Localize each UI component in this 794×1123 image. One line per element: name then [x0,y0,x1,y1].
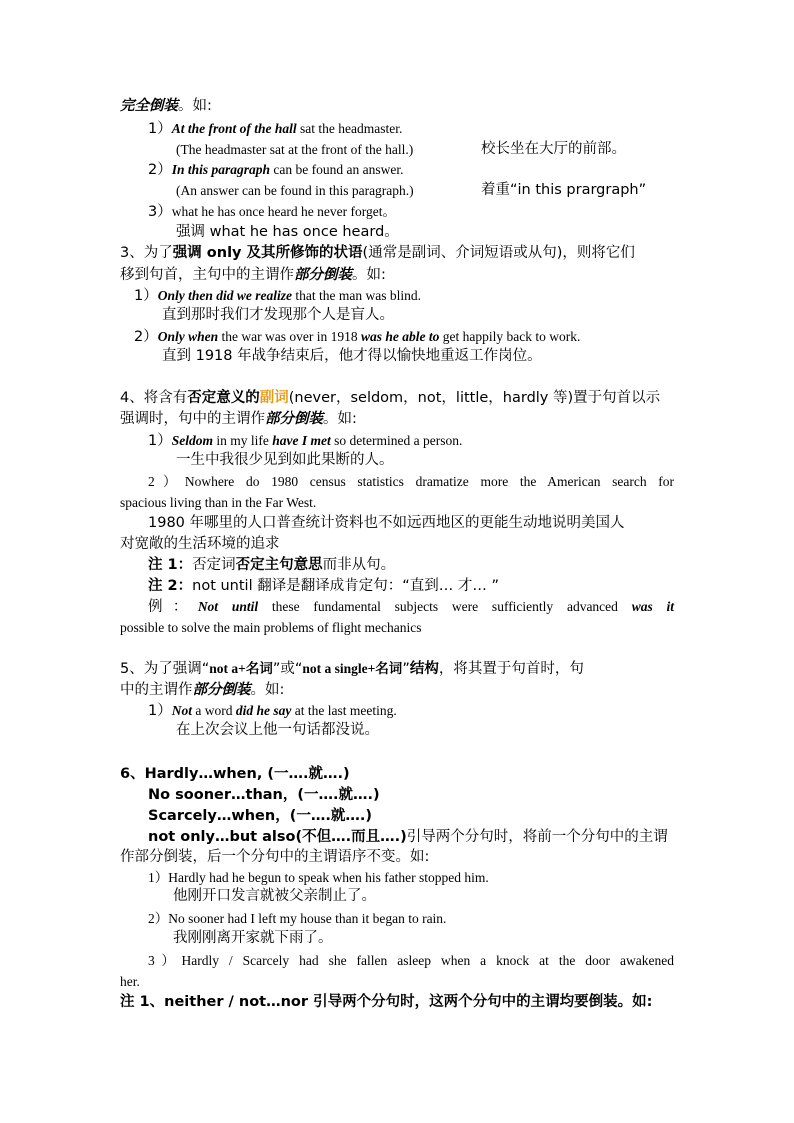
sentence-text: what he has once heard he never forget。 [171,204,397,219]
partial-inversion-term: 部分倒装 [192,682,251,698]
section-heading-full-inversion [120,97,212,115]
emphasized-phrase: At the front of the hall [171,121,297,136]
example-translation-zh: 一生中我很少见到如此果断的人。 [176,452,394,468]
sentence-rest: so determined a person. [330,433,463,448]
item-number: 1） [148,433,172,449]
emphasized-phrase: was he able to [360,329,440,344]
item-number: 1） [148,703,172,719]
emphasized-phrase: Seldom [171,433,213,448]
sentence-middle: a word [191,703,236,718]
text: 。如: [323,411,357,427]
example-sentence: 2）Nowhere do 1980 census statistics dramatize more the American search for [148,474,674,489]
note-label: 注 1： [148,557,193,573]
example-note-zh: 强调 what he has once heard。 [176,224,399,240]
item-number: 1） [134,288,158,304]
text: 。如: [250,682,285,698]
section-6-heading-3: Scarcely…when，(一….就….) [148,808,372,824]
section-4-line-1 [120,389,660,407]
section-4-line-2 [120,410,357,428]
example-sentence-continued: her. [120,974,140,989]
text: ，将其置于句首时，句 [438,661,584,677]
sentence-middle: these fundamental subjects were sufficiently advanced [258,599,632,614]
sentence-rest: get happily back to work. [439,329,581,344]
item-number: 2） [148,162,172,178]
section-5-line-2 [120,681,284,699]
example-translation-zh: 我刚刚离开家就下雨了。 [173,930,333,946]
text: 强调时，句中的主谓作 [120,411,265,427]
sentence-rest: can be found an answer. [270,162,404,177]
bold-text: not a single+名词 [302,661,403,676]
item-number: 2） [134,329,158,345]
emphasized-phrase: Only when [157,329,219,344]
bold-text: 否定意义的 [187,390,260,406]
item-number: 3） [148,204,172,220]
example-sentence [134,328,580,346]
emphasized-phrase: Not [171,703,192,718]
text: ” [402,661,410,677]
bold-text: 否定主句意思 [235,557,323,573]
example-translation-en: (The headmaster sat at the front of the hall.) [176,142,414,157]
sentence-rest: sat the headmaster. [296,121,403,136]
text: (通常是副词、介词短语或从句)，则将它们 [362,245,635,261]
emphasized-phrase: did he say [235,703,292,718]
note-1 [148,556,395,574]
emphasized-phrase: Only then did we realize [157,288,292,303]
section-6-line-4 [148,828,668,846]
section-5-line-1 [120,660,584,678]
sentence-rest: at the last meeting. [291,703,397,718]
example-sentence: 3）Hardly / Scarcely had she fallen asleep when a knock at the door awakened [148,953,674,968]
example-sentence [148,598,674,616]
text: 引导两个分句时，将前一个分句中的主谓 [406,829,668,845]
text: 而非从句。 [322,557,396,573]
example-translation-zh: 在上次会议上他一句话都没说。 [176,722,379,738]
text: 中的主谓作 [120,682,193,698]
item-number: 1） [148,121,172,137]
sentence-rest: that the man was blind. [291,288,421,303]
section-6-line-5: 作部分倒装，后一个分句中的主谓语序不变。如: [120,849,430,865]
text: 否定词 [192,557,236,573]
text: 5、为了强调“ [120,661,210,677]
text: 3、为了 [120,245,173,261]
example-note-zh: 着重“in this prargraph” [481,182,647,198]
sentence-middle: the war was over in 1918 [218,329,361,344]
example-sentence [134,287,421,305]
bold-text: 结构 [409,661,439,677]
bold-text: not only…but also(不但….而且….) [148,829,407,845]
note-2 [148,577,499,595]
text: not until 翻译是翻译成肯定句：“直到… 才… ” [192,578,499,594]
example-sentence [148,203,396,221]
section-6-note: 注 1、neither / not…nor 引导两个分句时，这两个分句中的主谓均要倒装。如: [120,994,653,1010]
emphasized-phrase: have I met [272,433,331,448]
example-sentence: 1）Hardly had he begun to speak when his father stopped him. [148,870,489,885]
example-sentence [148,120,402,138]
example-translation-zh: 校长坐在大厅的前部。 [481,141,626,157]
example-translation-zh: 1980 年哪里的人口普查统计资料也不如远西地区的更能生动地说明美国人 [148,515,625,531]
full-inversion-term: 完全倒装 [120,98,178,114]
section-3-line-2 [120,266,386,284]
text: ”或“ [272,661,303,677]
bold-text: 强调 only 及其所修饰的状语 [172,245,363,261]
example-translation-zh: 直到那时我们才发现那个人是盲人。 [162,307,394,323]
sentence-middle: in my life [213,433,273,448]
section-3-line-1 [120,244,635,262]
example-sentence [148,702,397,720]
bold-text: not a+名词 [209,661,273,676]
example-translation-zh: 他刚开口发言就被父亲制止了。 [173,888,376,904]
partial-inversion-term: 部分倒装 [294,267,352,283]
heading-suffix: 。如: [178,98,212,114]
partial-inversion-term: 部分倒装 [265,411,323,427]
example-label: 例： [148,599,198,615]
highlighted-term: 副词 [259,390,289,406]
text: 4、将含有 [120,390,188,406]
emphasized-phrase: In this paragraph [171,162,271,177]
note-label: 注 2： [148,578,193,594]
example-sentence [148,161,403,179]
example-translation-zh-continued: 对宽敞的生活环境的追求 [120,536,280,552]
example-sentence-continued: spacious living than in the Far West. [120,495,317,510]
example-sentence [148,432,462,450]
emphasized-phrase: Not until [197,599,259,614]
example-sentence-continued: possible to solve the main problems of flight mechanics [120,620,422,635]
section-6-heading-2: No sooner…than，(一….就….) [148,787,380,803]
example-sentence: 2）No sooner had I left my house than it began to rain. [148,911,447,926]
example-translation-en: (An answer can be found in this paragraph.) [176,183,414,198]
text: (never，seldom，not，little，hardly 等)置于句首以示 [288,390,661,406]
emphasized-phrase: was it [631,599,674,614]
example-translation-zh: 直到 1918 年战争结束后，他才得以愉快地重返工作岗位。 [162,348,542,364]
text: 移到句首，主句中的主谓作 [120,267,294,283]
section-6-heading-1: 6、Hardly…when, (一….就….) [120,766,350,782]
text: 。如: [352,267,386,283]
